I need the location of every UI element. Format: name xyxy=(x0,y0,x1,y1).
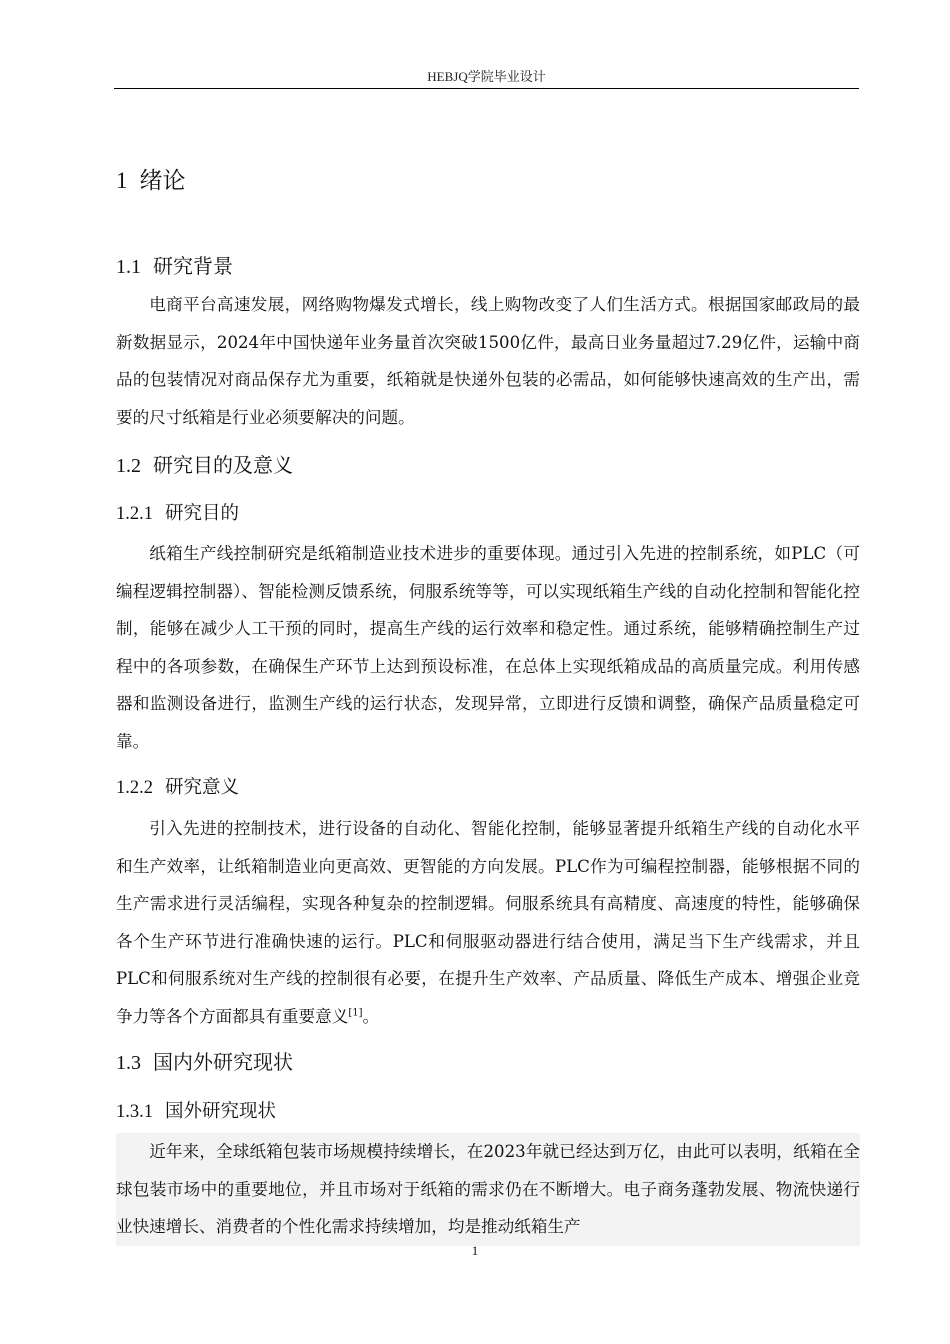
paragraph-research-purpose: 纸箱生产线控制研究是纸箱制造业技术进步的重要体现。通过引入先进的控制系统，如PLC（可编程逻辑控制器）、智能检测反馈系统，伺服系统等等，可以实现纸箱生产线的自动化控制和智能化控制，能够在减少人工干预的同时，提高生产线的运行效率和稳定性。通过系统，能够精确控制生产过程中的各项参数，在确保生产环节上达到预设标准，在总体上实现纸箱成品的高质量完成。利用传感器和监测设备进行，监测生产线的运行状态，发现异常，立即进行反馈和调整，确保产品质量稳定可靠。 xyxy=(116,544,860,751)
paragraph-end: 。 xyxy=(362,1006,380,1026)
page-header: HEBJQ学院毕业设计 xyxy=(427,69,546,84)
section-title: 研究目的及意义 xyxy=(153,453,293,477)
chapter-heading xyxy=(116,162,186,195)
section-heading-1-3 xyxy=(116,1046,293,1075)
section-title: 研究背景 xyxy=(153,254,233,278)
section-heading-1-2 xyxy=(116,449,293,478)
subsection-number: 1.2.1 xyxy=(116,504,153,524)
paragraph-foreign-research: 近年来，全球纸箱包装市场规模持续增长，在2023年就已经达到万亿，由此可以表明，纸箱在全球包装市场中的重要地位，并且市场对于纸箱的需求仍在不断增大。电子商务蓬勃发展、物流快递行业快速增长、消费者的个性化需求持续增加，均是推动纸箱生产 xyxy=(116,1133,860,1246)
section-number: 1.3 xyxy=(116,1052,141,1074)
subsection-heading-1-3-1 xyxy=(116,1097,276,1123)
subsection-number: 1.2.2 xyxy=(116,778,153,798)
paragraph-research-significance xyxy=(116,810,860,1036)
subsection-heading-1-2-2 xyxy=(116,773,239,799)
citation-ref: [1] xyxy=(348,1007,363,1019)
section-number: 1.1 xyxy=(116,256,141,278)
page-number: 1 xyxy=(471,1243,479,1258)
section-title: 国内外研究现状 xyxy=(153,1050,293,1074)
chapter-title: 绪论 xyxy=(139,168,186,194)
subsection-title: 国外研究现状 xyxy=(165,1101,277,1122)
subsection-heading-1-2-1 xyxy=(116,499,239,525)
paragraph-research-background: 电商平台高速发展，网络购物爆发式增长，线上购物改变了人们生活方式。根据国家邮政局的最新数据显示，2024年中国快递年业务量首次突破1500亿件，最高日业务量超过7.29亿件，运输中商品的包装情况对商品保存尤为重要，纸箱就是快递外包装的必需品，如何能够快速高效的生产出，需要的尺寸纸箱是行业必须要解决的问题。 xyxy=(116,295,860,427)
paragraph-text: 引入先进的控制技术，进行设备的自动化、智能化控制，能够显著提升纸箱生产线的自动化水平和生产效率，让纸箱制造业向更高效、更智能的方向发展。PLC作为可编程控制器，能够根据不同的生产需求进行灵活编程，实现各种复杂的控制逻辑。伺服系统具有高精度、高速度的特性，能够确保各个生产环节进行准确快速的运行。PLC和伺服驱动器进行结合使用，满足当下生产线需求，并且PLC和伺服系统对生产线的控制很有必要，在提升生产效率、产品质量、降低生产成本、增强企业竞争力等各个方面都具有重要意义 xyxy=(116,819,860,1026)
subsection-number: 1.3.1 xyxy=(116,1102,153,1122)
header-divider xyxy=(114,88,859,89)
subsection-title: 研究意义 xyxy=(165,777,240,798)
section-heading-1-1 xyxy=(116,250,233,279)
section-number: 1.2 xyxy=(116,455,141,477)
chapter-number: 1 xyxy=(116,168,128,193)
subsection-title: 研究目的 xyxy=(165,503,240,524)
